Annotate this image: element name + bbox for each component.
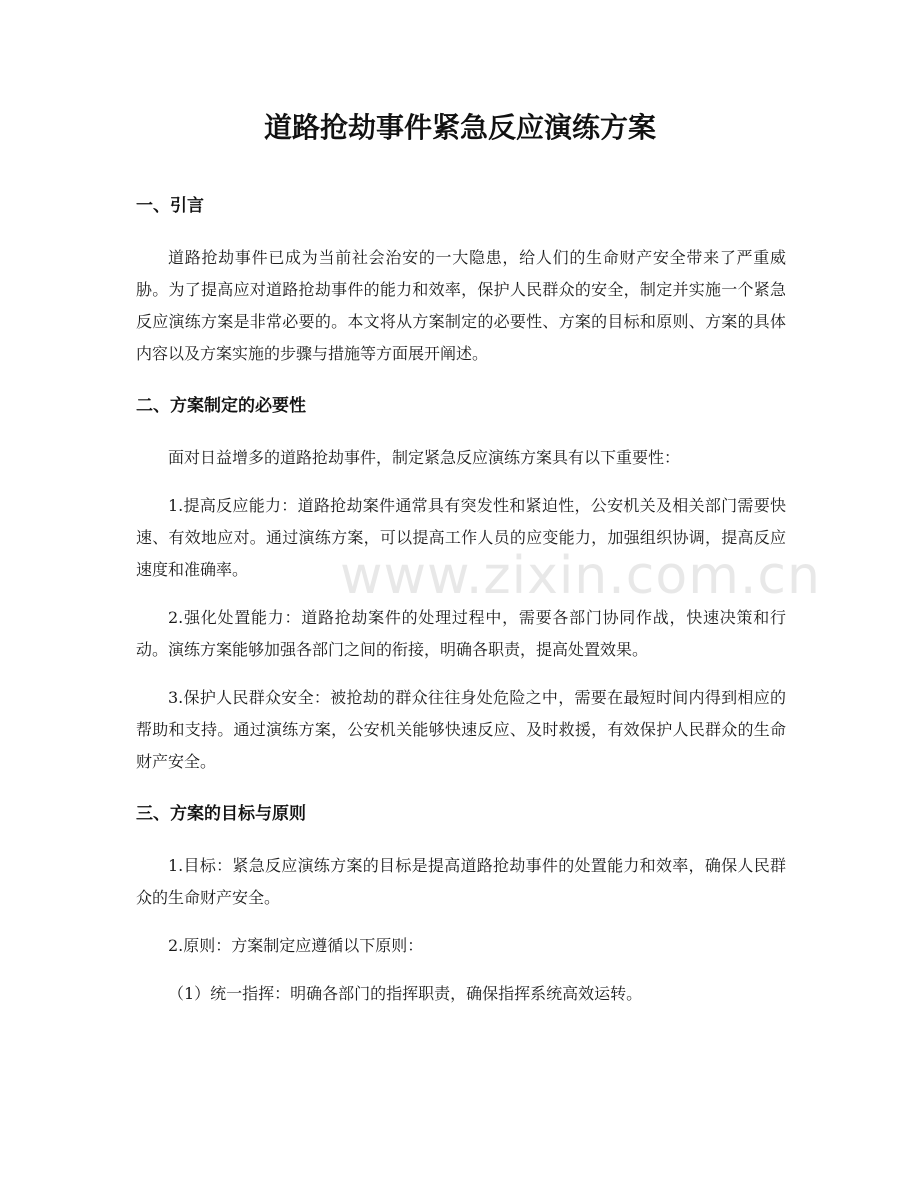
watermark: www.zixin.com.cn (340, 546, 821, 606)
paragraph: 1.提高反应能力：道路抢劫案件通常具有突发性和紧迫性，公安机关及相关部门需要快速、有效地应对。通过演练方案，可以提高工作人员的应变能力，加强组织协调，提高反应速度和准确率。 (136, 496, 786, 579)
paragraph: 3.保护人民群众安全：被抢劫的群众往往身处危险之中，需要在最短时间内得到相应的帮助和支持。通过演练方案，公安机关能够快速反应、及时救援，有效保护人民群众的生命财产安全。 (136, 688, 786, 771)
paragraph: 2.强化处置能力：道路抢劫案件的处理过程中，需要各部门协同作战，快速决策和行动。演练方案能够加强各部门之间的衔接，明确各职责，提高处置效果。 (136, 608, 786, 659)
paragraph: 2.原则：方案制定应遵循以下原则： (168, 936, 424, 955)
paragraph: 面对日益增多的道路抢劫事件，制定紧急反应演练方案具有以下重要性： (168, 448, 681, 467)
section-heading-intro: 一、引言 (136, 196, 204, 216)
paragraph: 道路抢劫事件已成为当前社会治安的一大隐患，给人们的生命财产安全带来了严重威胁。为了提高应对道路抢劫事件的能力和效率，保护人民群众的安全，制定并实施一个紧急反应演练方案是非常必要的。本文将从方案制定的必要性、方案的目标和原则、方案的具体内容以及方案实施的步骤与措施等方面展开阐述。 (136, 248, 786, 363)
paragraph: （1）统一指挥：明确各部门的指挥职责，确保指挥系统高效运转。 (168, 984, 643, 1003)
document-title: 道路抢劫事件紧急反应演练方案 (263, 111, 656, 144)
section-heading-goals-principles: 三、方案的目标与原则 (136, 804, 306, 824)
section-heading-necessity: 二、方案制定的必要性 (136, 396, 306, 416)
document-body (136, 180, 786, 1010)
paragraph: 1.目标：紧急反应演练方案的目标是提高道路抢劫事件的处置能力和效率，确保人民群众的生命财产安全。 (136, 856, 786, 907)
